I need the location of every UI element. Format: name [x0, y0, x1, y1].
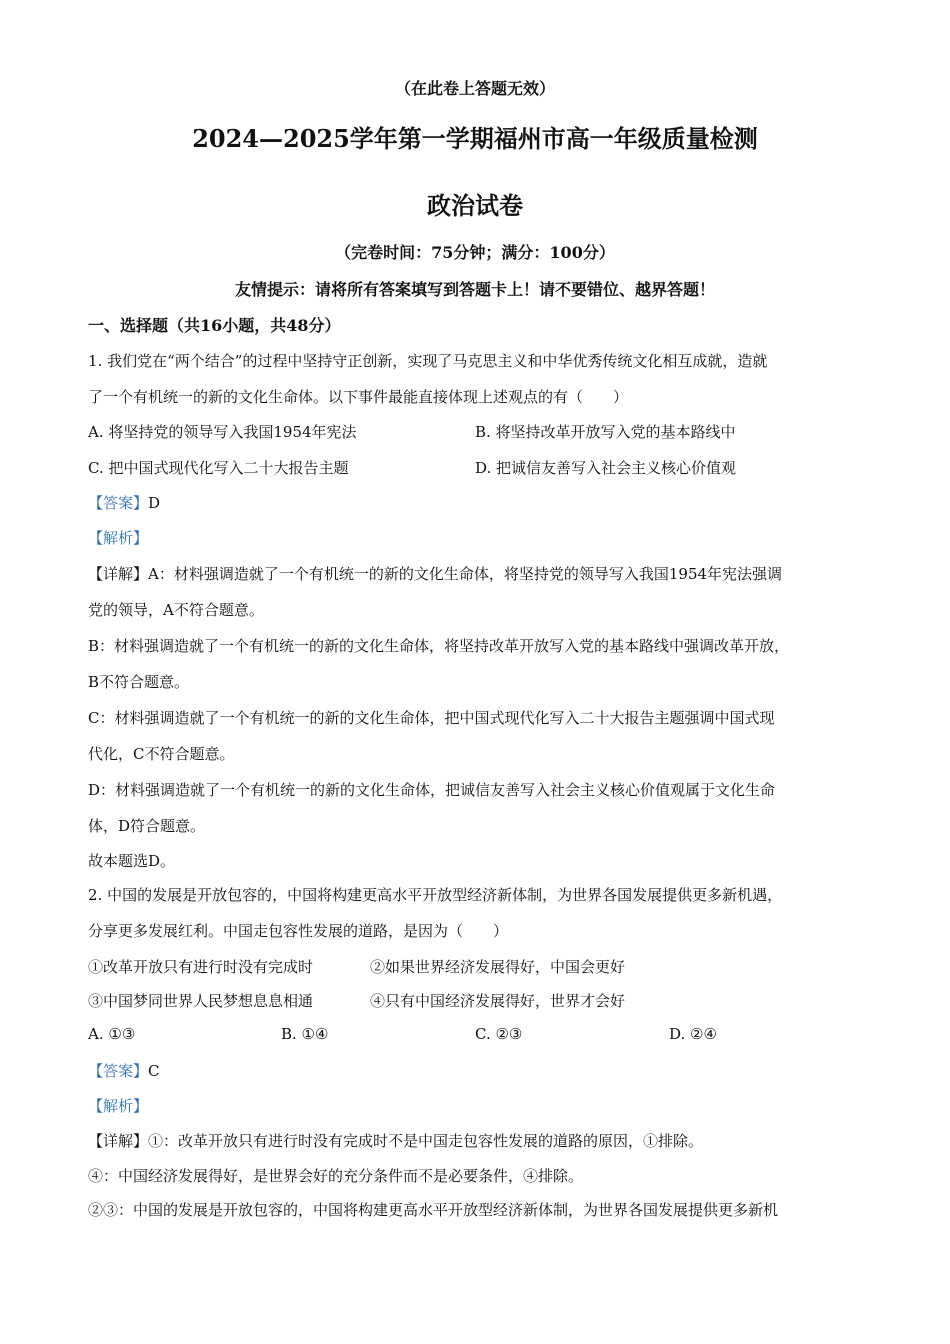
detail-tag: 【详解】 — [88, 565, 149, 583]
q1-detail-line4: B不符合题意。 — [88, 673, 190, 691]
analysis-tag: 【解析】 — [88, 529, 149, 547]
q2-option-a: A. ①③ — [88, 1025, 136, 1043]
q1-stem-line1: 1. 我们党在“两个结合”的过程中坚持守正创新，实现了马克思主义和中华优秀传统文化相互成就，造就 — [88, 352, 768, 370]
q1-detail-line8: 体，D符合题意。 — [88, 817, 206, 835]
q1-option-c: C. 把中国式现代化写入二十大报告主题 — [88, 459, 349, 477]
notice: （在此卷上答题无效） — [394, 79, 555, 98]
q2-detail-line2: ④：中国经济发展得好，是世界会好的充分条件而不是必要条件，④排除。 — [88, 1167, 584, 1185]
answer-tag: 【答案】 — [88, 1062, 149, 1080]
q1-option-a: A. 将坚持党的领导写入我国1954年宪法 — [88, 423, 357, 441]
q1-detail-line6: 代化，C不符合题意。 — [88, 745, 235, 763]
q2-item-4: ④只有中国经济发展得好，世界才会好 — [370, 992, 626, 1010]
q1-detail-line7: D：材料强调造就了一个有机统一的新的文化生命体，把诚信友善写入社会主义核心价值观属于文化生命 — [88, 781, 776, 799]
q1-answer: D — [148, 494, 161, 512]
q1-detail-line1: A：材料强调造就了一个有机统一的新的文化生命体，将坚持党的领导写入我国1954年宪法强调 — [148, 565, 783, 583]
detail-tag: 【详解】 — [88, 1132, 149, 1150]
q1-detail-row1 — [88, 563, 868, 584]
subject-title: 政治试卷 — [427, 191, 523, 220]
q2-item-3: ③中国梦同世界人民梦想息息相通 — [88, 992, 314, 1010]
time-score: （完卷时间：75分钟；满分：100分） — [335, 243, 615, 262]
q2-option-c: C. ②③ — [475, 1025, 523, 1043]
q1-analysis-row — [88, 527, 868, 548]
q2-option-b: B. ①④ — [281, 1025, 329, 1043]
q2-detail-line1: ①：改革开放只有进行时没有完成时不是中国走包容性发展的道路的原因，①排除。 — [148, 1132, 704, 1150]
q2-stem-line2: 分享更多发展红利。中国走包容性发展的道路，是因为（ ） — [88, 922, 509, 940]
q2-option-d: D. ②④ — [669, 1025, 717, 1043]
q2-detail-line3: ②③：中国的发展是开放包容的，中国将构建更高水平开放型经济新体制，为世界各国发展提供更多新机 — [88, 1201, 779, 1219]
q2-item-2: ②如果世界经济发展得好，中国会更好 — [370, 958, 626, 976]
q1-detail-line5: C：材料强调造就了一个有机统一的新的文化生命体，把中国式现代化写入二十大报告主题强调中国式现 — [88, 709, 775, 727]
q1-option-d: D. 把诚信友善写入社会主义核心价值观 — [475, 459, 737, 477]
q2-detail-row1 — [88, 1130, 868, 1151]
q1-conclusion: 故本题选D。 — [88, 852, 176, 870]
q1-stem-line2: 了一个有机统一的新的文化生命体。以下事件最能直接体现上述观点的有（ ） — [88, 388, 629, 406]
q1-detail-line2: 党的领导，A不符合题意。 — [88, 601, 264, 619]
exam-title: 2024—2025学年第一学期福州市高一年级质量检测 — [192, 124, 758, 153]
q2-answer-row — [88, 1060, 868, 1081]
q2-answer: C — [148, 1062, 160, 1080]
reminder: 友情提示：请将所有答案填写到答题卡上！请不要错位、越界答题！ — [234, 280, 715, 299]
q1-detail-line3: B：材料强调造就了一个有机统一的新的文化生命体，将坚持改革开放写入党的基本路线中强调改革开放， — [88, 637, 790, 655]
q2-item-1: ①改革开放只有进行时没有完成时 — [88, 958, 314, 976]
q1-option-b: B. 将坚持改革开放写入党的基本路线中 — [475, 423, 736, 441]
section-title: 一、选择题（共16小题，共48分） — [88, 316, 341, 335]
analysis-tag: 【解析】 — [88, 1097, 149, 1115]
answer-tag: 【答案】 — [88, 494, 149, 512]
q2-stem-line1: 2. 中国的发展是开放包容的，中国将构建更高水平开放型经济新体制，为世界各国发展提供更多新机遇， — [88, 886, 783, 904]
q1-answer-row — [88, 492, 868, 513]
q2-analysis-row — [88, 1095, 868, 1116]
